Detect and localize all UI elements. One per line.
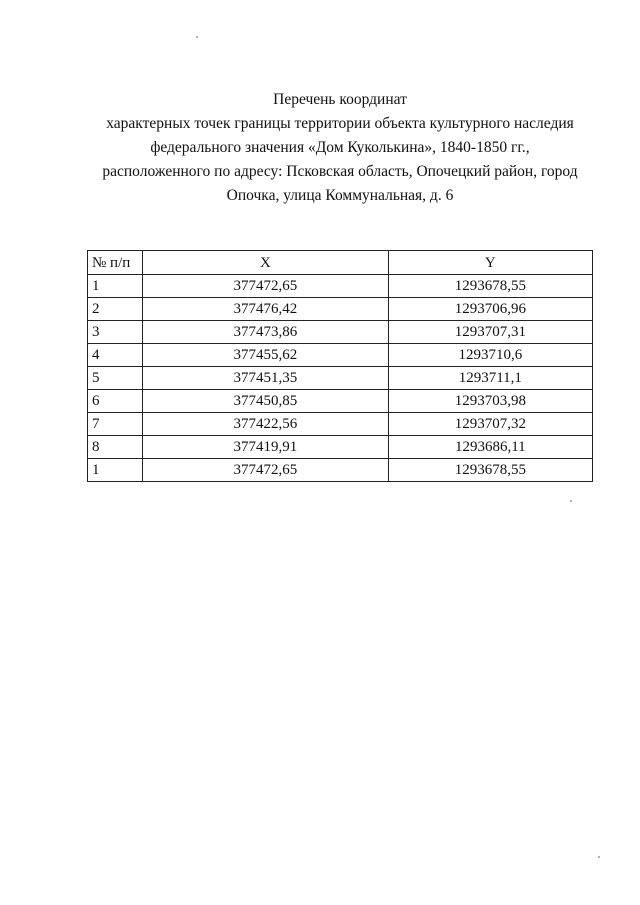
cell-x: 377472,65 [143, 275, 388, 298]
cell-number: 4 [88, 344, 143, 367]
table-row [88, 321, 593, 344]
cell-x: 377476,42 [143, 298, 388, 321]
title-line-4: расположенного по адресу: Псковская область, Опочецкий район, город [102, 163, 578, 180]
table-row [88, 436, 593, 459]
table-row [88, 459, 593, 482]
cell-x: 377473,86 [143, 321, 388, 344]
cell-number: 2 [88, 298, 143, 321]
cell-y: 1293711,1 [388, 367, 592, 390]
cell-number: 8 [88, 436, 143, 459]
table-row [88, 367, 593, 390]
title-line-2: характерных точек границы территории объекта культурного наследия [106, 115, 574, 132]
header-y: Y [388, 251, 592, 275]
table-row [88, 390, 593, 413]
table-row [88, 413, 593, 436]
title-line-5: Опочка, улица Коммунальная, д. 6 [226, 187, 454, 204]
title-line-1: Перечень координат [273, 91, 407, 108]
cell-x: 377422,56 [143, 413, 388, 436]
cell-x: 377455,62 [143, 344, 388, 367]
table-header-row [88, 251, 593, 275]
document-title [60, 88, 620, 208]
header-x: X [143, 251, 388, 275]
table-row [88, 344, 593, 367]
title-line-3: федерального значения «Дом Куколькина», 1840-1850 гг., [150, 139, 530, 156]
cell-x: 377472,65 [143, 459, 388, 482]
cell-number: 3 [88, 321, 143, 344]
cell-y: 1293686,11 [388, 436, 592, 459]
scan-speck [570, 500, 572, 502]
table-row [88, 275, 593, 298]
cell-number: 5 [88, 367, 143, 390]
cell-y: 1293707,32 [388, 413, 592, 436]
cell-x: 377419,91 [143, 436, 388, 459]
cell-y: 1293707,31 [388, 321, 592, 344]
cell-number: 1 [88, 459, 143, 482]
scan-speck [196, 36, 198, 38]
cell-x: 377451,35 [143, 367, 388, 390]
cell-y: 1293678,55 [388, 459, 592, 482]
cell-y: 1293710,6 [388, 344, 592, 367]
cell-y: 1293678,55 [388, 275, 592, 298]
header-number: № п/п [88, 251, 143, 275]
cell-y: 1293706,96 [388, 298, 592, 321]
coordinates-table [87, 250, 593, 482]
scan-speck [598, 856, 600, 858]
cell-x: 377450,85 [143, 390, 388, 413]
table-row [88, 298, 593, 321]
cell-number: 6 [88, 390, 143, 413]
cell-y: 1293703,98 [388, 390, 592, 413]
cell-number: 7 [88, 413, 143, 436]
cell-number: 1 [88, 275, 143, 298]
